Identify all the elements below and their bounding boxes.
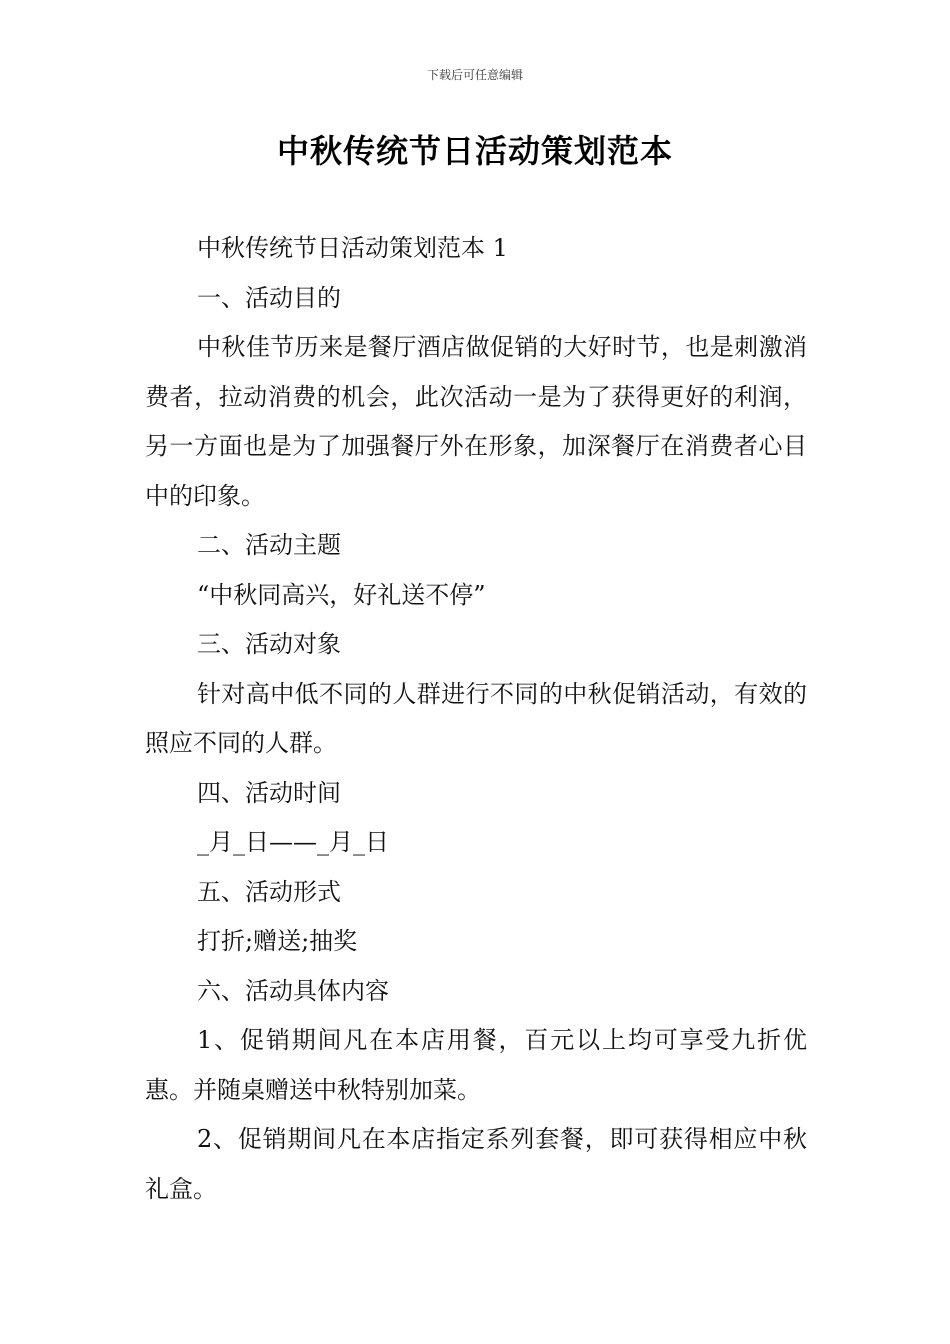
document-title: 中秋传统节日活动策划范本 xyxy=(276,132,673,170)
heading-theme: 二、活动主题 xyxy=(197,531,341,559)
paragraph-audience: 针对高中低不同的人群进行不同的中秋促销活动，有效的照应不同的人群。 xyxy=(145,679,807,757)
heading-purpose: 一、活动目的 xyxy=(197,283,341,312)
paragraph-content-item-1: 1、促销期间凡在本店用餐，百元以上均可享受九折优惠。并随桌赠送中秋特别加菜。 xyxy=(145,1026,807,1104)
heading-format: 五、活动形式 xyxy=(197,877,341,906)
paragraph-format: 打折;赠送;抽奖 xyxy=(197,927,358,955)
heading-time: 四、活动时间 xyxy=(197,778,341,807)
header-note: 下载后可任意编辑 xyxy=(426,68,523,82)
document-body xyxy=(145,224,807,1214)
section-subtitle: 中秋传统节日活动策划范本 1 xyxy=(197,234,508,262)
paragraph-purpose: 中秋佳节历来是餐厅酒店做促销的大好时节，也是刺激消费者，拉动消费的机会，此次活动一是为了获得更好的利润，另一方面也是为了加强餐厅外在形象，加深餐厅在消费者心目中的印象。 xyxy=(145,333,807,510)
heading-audience: 三、活动对象 xyxy=(197,630,341,658)
heading-content: 六、活动具体内容 xyxy=(197,976,389,1005)
paragraph-theme: “中秋同高兴，好礼送不停” xyxy=(197,580,486,609)
paragraph-time: _月_日——_月_日 xyxy=(197,828,389,856)
paragraph-content-item-2: 2、促销期间凡在本店指定系列套餐，即可获得相应中秋礼盒。 xyxy=(145,1125,807,1203)
